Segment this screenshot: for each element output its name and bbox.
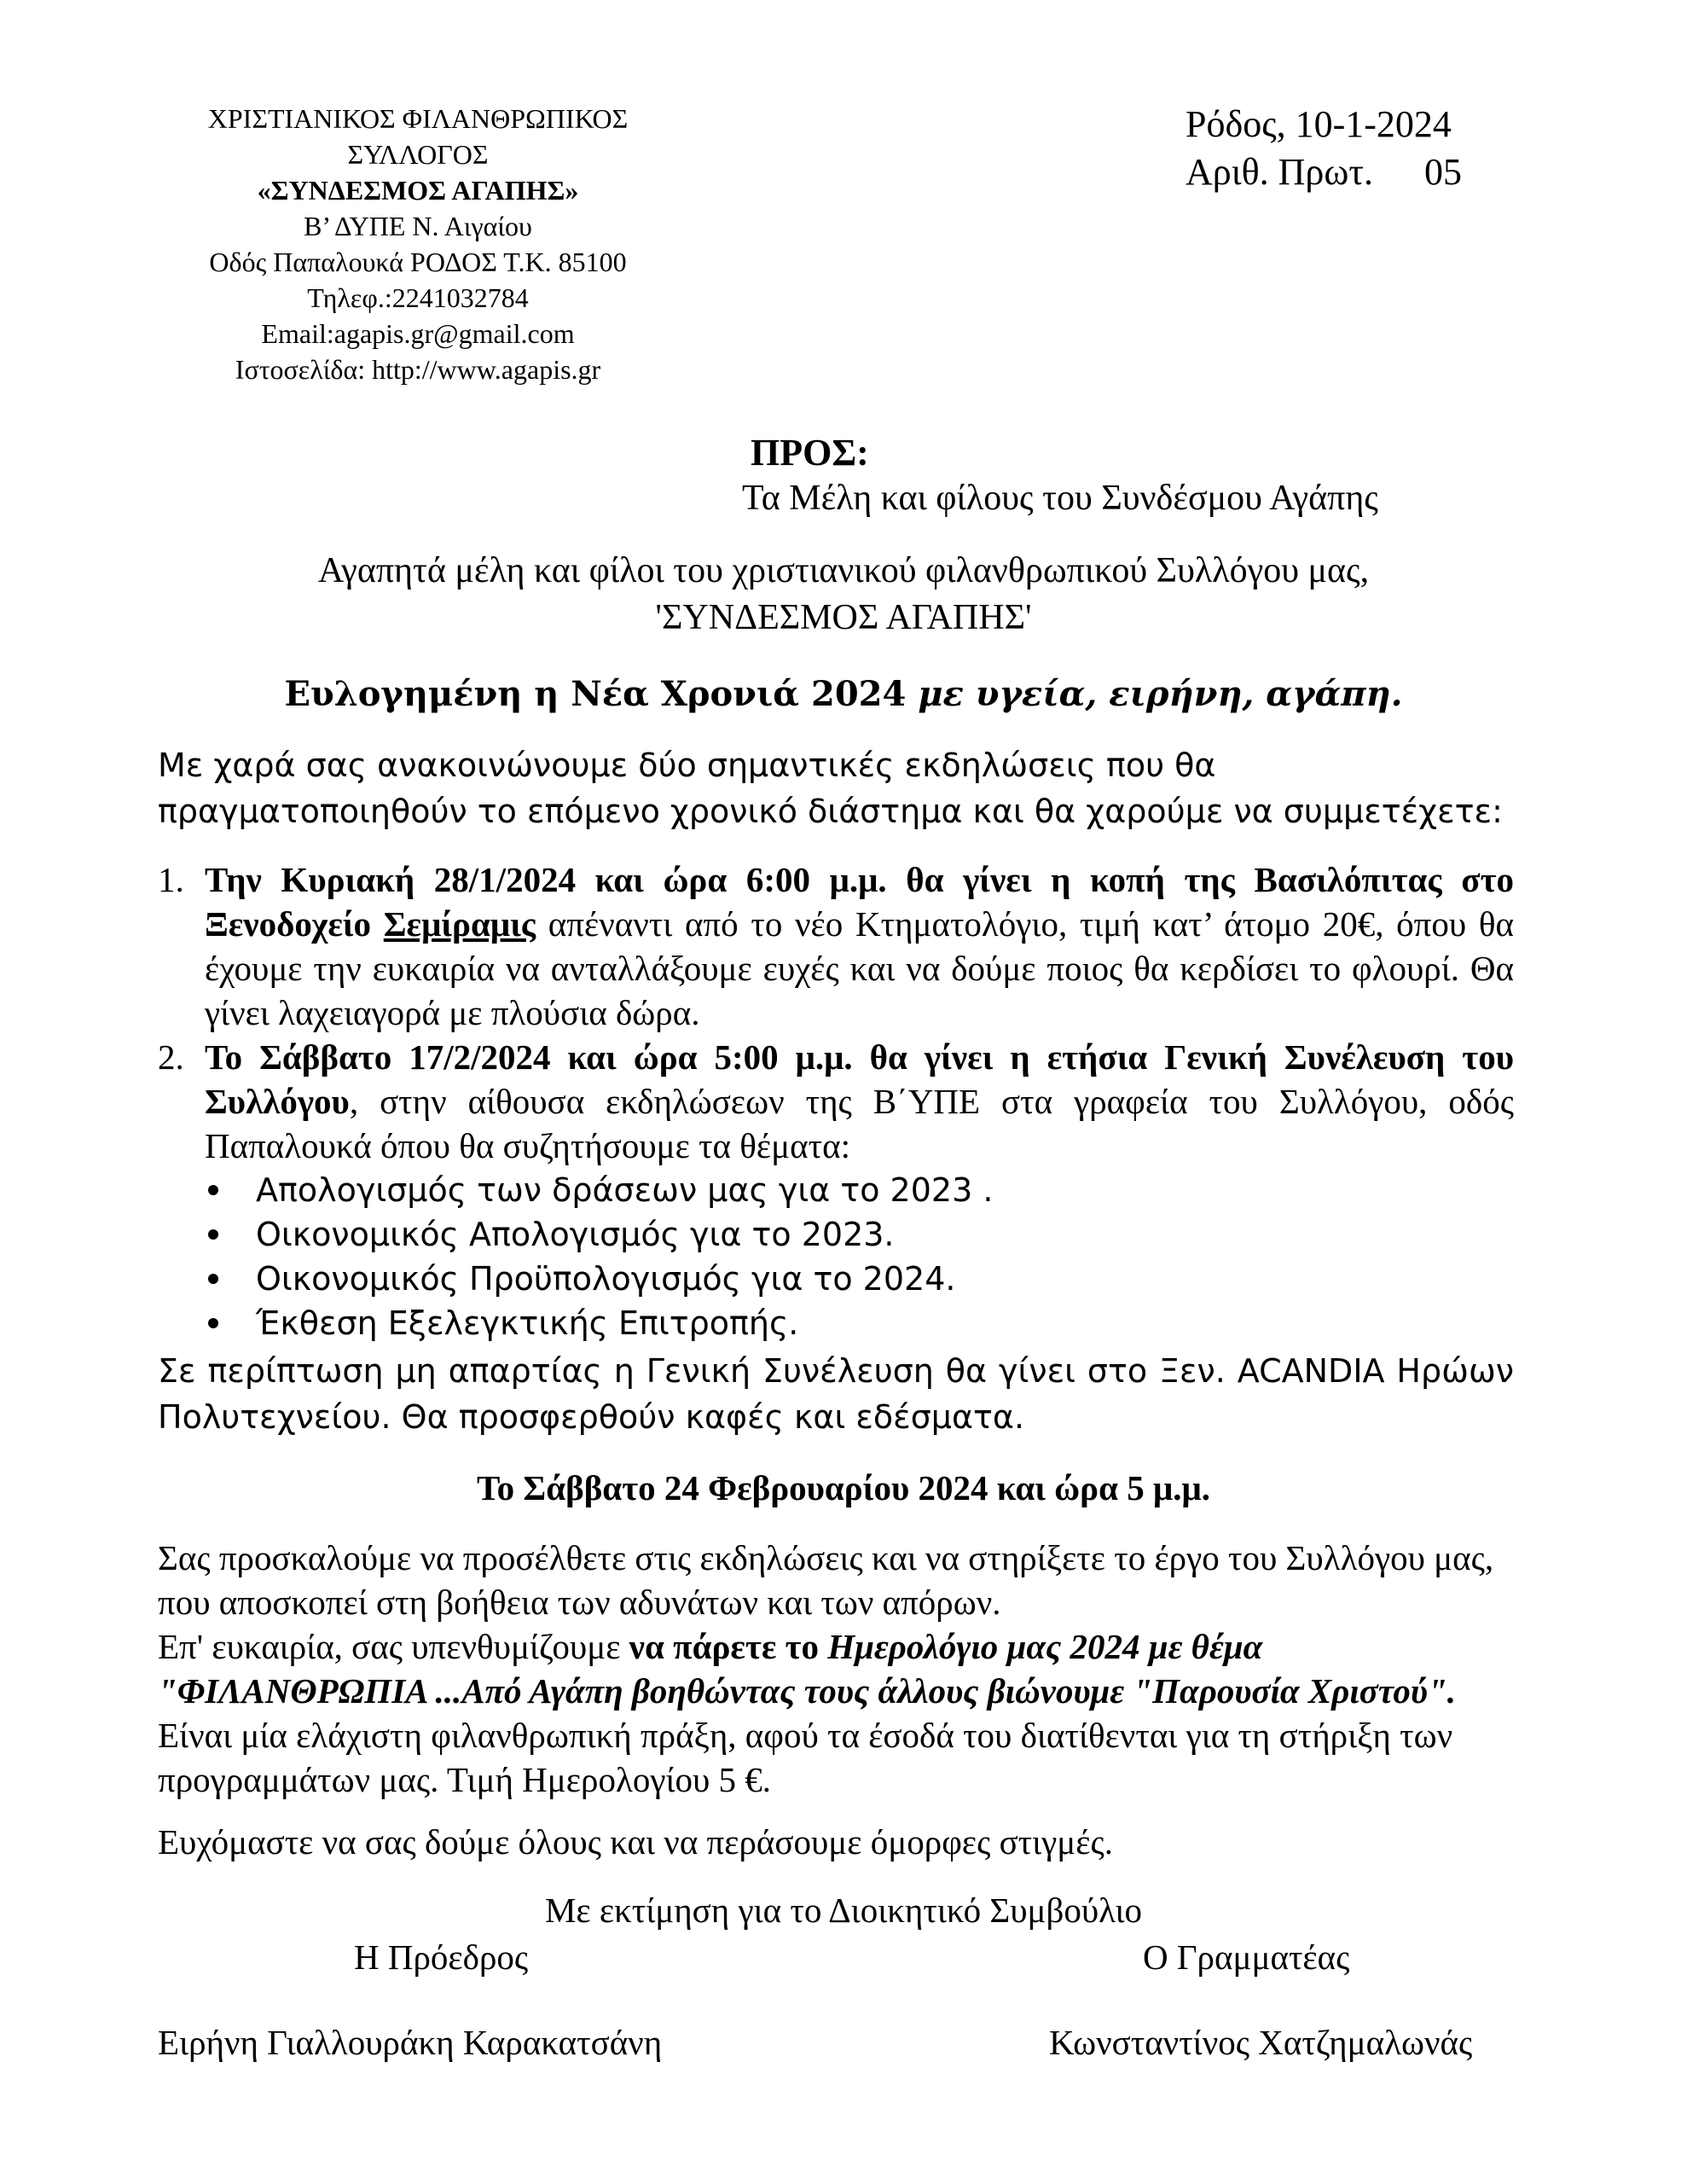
- agenda-text: Οικονομικός Απολογισμός για το 2023.: [256, 1216, 895, 1253]
- event-item-1: [158, 857, 1514, 1035]
- event-text: , στην αίθουσα εκδηλώσεων της Β΄ΥΠΕ στα γραφεία του Συλλόγου, οδός Παπαλουκά όπου θα συζητήσουμε τα θέματα:: [205, 1082, 1514, 1165]
- agenda-item: [205, 1168, 1514, 1212]
- bullet-icon: [208, 1229, 218, 1240]
- invite-paragraph: [158, 1536, 1522, 1802]
- sender-block: [145, 101, 691, 387]
- org-line-4: Β’ ΔΥΠΕ Ν. Αιγαίου: [304, 211, 532, 241]
- protocol-label: Αριθ. Πρωτ.: [1186, 151, 1374, 193]
- org-phone: Τηλεφ.:2241032784: [307, 282, 529, 313]
- date-block: [1186, 101, 1462, 196]
- reminder-bold: να πάρετε το: [629, 1627, 828, 1666]
- reminder-text: Είναι μία ελάχιστη φιλανθρωπική πράξη, αφού τα έσοδά του διατίθενται για τη στήριξη των προγραμμάτων μας. Τιμή Ημερολογίου 5 €.: [158, 1716, 1453, 1799]
- protocol-line: [1186, 148, 1462, 196]
- event-number: 2.: [158, 1037, 184, 1077]
- agenda-text: Απολογισμός των δράσεων μας για το 2023 .: [256, 1171, 994, 1209]
- intro-paragraph: Με χαρά σας ανακοινώνουμε δύο σημαντικές εκδηλώσεις που θα πραγματοποιηθούν το επόμενο χρονικό διάστημα και θα χαρούμε να συμμετέχετε:: [158, 746, 1503, 830]
- agenda-text: Έκθεση Εξελεγκτικής Επιτροπής.: [256, 1304, 799, 1342]
- recipient-label: ΠΡΟΣ:: [751, 432, 869, 473]
- wish-italic: με υγεία, ειρήνη, αγάπη.: [918, 674, 1403, 714]
- org-line-2: ΣΥΛΛΟΓΟΣ: [347, 139, 489, 170]
- hotel-name: Σεμίραμις: [383, 904, 536, 944]
- no-quorum-paragraph: Σε περίπτωση μη απαρτίας η Γενική Συνέλευση θα γίνει στο Ξεν. ACANDIA Ηρώων Πολυτεχνείου. Θα προσφερθούν καφές και εδέσματα.: [158, 1352, 1514, 1436]
- event-item-2: [158, 1035, 1514, 1168]
- invite-text-1: Σας προσκαλούμε να προσέλθετε στις εκδηλώσεις και να στηρίξετε το έργο του Συλλόγου μας, που αποσκοπεί στη βοήθεια των αδυνάτων και των απόρων.: [158, 1538, 1494, 1622]
- agenda-item: [205, 1212, 1514, 1257]
- events-list: [158, 857, 1514, 1345]
- president-name: Ειρήνη Γιαλλουράκη Καρακατσάνη: [158, 2023, 663, 2062]
- wish-upright: Ευλογημένη η Νέα Χρονιά 2024: [284, 674, 919, 714]
- secretary-role: Ο Γραμματέας: [1143, 1937, 1350, 1977]
- event-bold-text: Το Σάββατο 17/2/2024 και ώρα 5:00 μ.μ. θα γίνει η ετήσια Γενική Συνέλευση του Συλλόγου: [205, 1037, 1514, 1121]
- agenda-item: [205, 1257, 1514, 1301]
- reminder-intro: Επ' ευκαιρία, σας υπενθυμίζουμε: [158, 1627, 629, 1666]
- alternate-date: Το Σάββατο 24 Φεβρουαρίου 2024 και ώρα 5 μ.μ.: [477, 1468, 1210, 1507]
- org-line-1: ΧΡΙΣΤΙΑΝΙΚΟΣ ΦΙΛΑΝΘΡΩΠΙΚΟΣ: [207, 103, 629, 134]
- recipient-text: Τα Μέλη και φίλους του Συνδέσμου Αγάπης: [742, 479, 1378, 518]
- bullet-icon: [208, 1274, 218, 1284]
- agenda-text: Οικονομικός Προϋπολογισμός για το 2024.: [256, 1260, 956, 1298]
- closing-regards: Με εκτίμηση για το Διοικητικό Συμβούλιο: [544, 1891, 1143, 1930]
- calendar-reminder: [158, 1624, 1522, 1802]
- closing-wishes: Ευχόμαστε να σας δούμε όλους και να περάσουμε όμορφες στιγμές.: [158, 1822, 1113, 1862]
- greeting-line-1: Αγαπητά μέλη και φίλοι του χριστιανικού φιλανθρωπικού Συλλόγου μας,: [317, 551, 1370, 590]
- secretary-name: Κωνσταντίνος Χατζημαλωνάς: [1049, 2023, 1473, 2062]
- event-text: απέναντι από το νέο Κτηματολόγιο, τιμή κατ’ άτομο 20€, όπου θα έχουμε την ευκαιρία να ανταλλάξουμε ευχές και να δούμε ποιος θα κερδίσει το φλουρί. Θα γίνει λαχειαγορά με πλούσια δώρα.: [205, 904, 1514, 1032]
- org-email: Email:agapis.gr@gmail.com: [261, 318, 575, 349]
- bullet-icon: [208, 1318, 218, 1328]
- agenda-list: [158, 1168, 1514, 1345]
- event-bold-text: Την Κυριακή 28/1/2024 και ώρα 6:00 μ.μ. θα γίνει η κοπή της Βασιλόπιτας στο Ξενοδοχείο: [205, 860, 1514, 944]
- agenda-item: [205, 1301, 1514, 1345]
- org-address: Οδός Παπαλουκά ΡΟΔΟΣ Τ.Κ. 85100: [209, 247, 627, 277]
- bullet-icon: [208, 1185, 218, 1195]
- place-date: Ρόδος, 10-1-2024: [1186, 103, 1452, 145]
- calendar-title: Ημερολόγιο μας 2024 με θέμα "ΦΙΛΑΝΘΡΩΠΙΑ ...Από Αγάπη βοηθώντας τους άλλους βιώνουμε "Παρουσία Χριστού".: [158, 1627, 1457, 1711]
- event-number: 1.: [158, 860, 184, 899]
- president-role: Η Πρόεδρος: [354, 1937, 529, 1977]
- org-name: «ΣΥΝΔΕΣΜΟΣ ΑΓΑΠΗΣ»: [257, 175, 579, 206]
- new-year-wish: [0, 674, 1687, 714]
- org-website: Ιστοσελίδα: http://www.agapis.gr: [235, 354, 601, 385]
- protocol-number: 05: [1424, 151, 1463, 193]
- greeting-line-2: 'ΣΥΝΔΕΣΜΟΣ ΑΓΑΠΗΣ': [655, 598, 1032, 637]
